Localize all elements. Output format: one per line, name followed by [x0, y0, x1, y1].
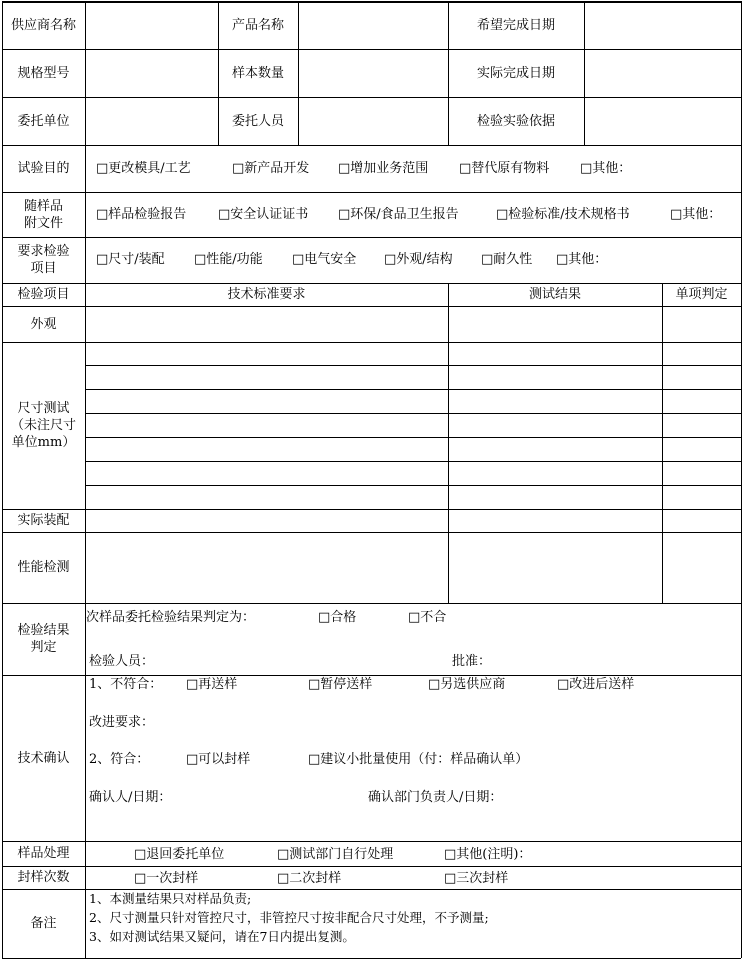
small-batch-checkbox[interactable]: □建议小批量使用（付：样品确认单）: [308, 752, 529, 767]
resend-checkbox[interactable]: □再送样: [186, 677, 238, 692]
dimension-label-line1: 尺寸测试: [17, 401, 70, 416]
seal-thrice-checkbox[interactable]: □三次封样: [444, 871, 509, 886]
product-name-field[interactable]: [298, 1, 448, 49]
grid-line: [448, 283, 449, 603]
approver-label: 批准：: [452, 654, 492, 669]
col-header-judge: 单项判定: [675, 287, 728, 302]
grid-line: [2, 306, 741, 307]
actual-date-field[interactable]: [584, 49, 741, 97]
grid-line: [2, 603, 741, 604]
row-performance-label: 性能检测: [17, 560, 70, 575]
attach-option-other[interactable]: □其他：: [670, 207, 722, 222]
grid-line: [2, 841, 741, 842]
product-name-label: 产品名称: [231, 17, 284, 33]
confirmer-label: 确认人/日期：: [89, 790, 172, 805]
expected-date-field[interactable]: [584, 1, 741, 49]
improve-requirement-label: 改进要求：: [89, 715, 155, 730]
judgement-text: 次样品委托检验结果判定为：: [86, 610, 256, 625]
dept-head-label: 确认部门负责人/日期：: [368, 790, 503, 805]
req-option-durability[interactable]: □耐久性: [481, 252, 533, 267]
req-option-electrical[interactable]: □电气安全: [292, 252, 357, 267]
sample-qty-field[interactable]: [298, 49, 448, 97]
attachments-label: [2, 192, 85, 237]
grid-line: [85, 389, 741, 390]
purpose-option-mold[interactable]: □更改模具/工艺: [96, 161, 191, 176]
seal-twice-checkbox[interactable]: □二次封样: [277, 871, 342, 886]
attachments-label-line1: 随样品: [23, 198, 63, 214]
grid-line: [2, 675, 741, 676]
purpose-option-replace[interactable]: □替代原有物料: [459, 161, 550, 176]
grid-line: [2, 192, 741, 193]
grid-line: [85, 461, 741, 462]
grid-line: [662, 283, 663, 603]
attach-option-standard[interactable]: □检验标准/技术规格书: [496, 207, 630, 222]
purpose-option-expand[interactable]: □增加业务范围: [338, 161, 429, 176]
test-basis-field[interactable]: [584, 97, 741, 145]
grid-line: [2, 958, 741, 959]
judgement-label-line1: 检验结果: [17, 623, 70, 638]
note-line-3: 3、如对测试结果又疑问，请在7日内提出复测。: [89, 929, 355, 944]
judgement-label-line2: 判定: [30, 640, 57, 655]
client-person-label: 委托人员: [231, 113, 284, 129]
client-unit-label: 委托单位: [17, 113, 70, 129]
note-line-2: 2、尺寸测量只针对管控尺寸，非管控尺寸按非配合尺寸处理，不予测量;: [89, 910, 489, 925]
handling-other-checkbox[interactable]: □其他(注明)：: [444, 847, 532, 862]
grid-line: [2, 532, 741, 533]
req-option-dimension[interactable]: □尺寸/装配: [96, 252, 165, 267]
attachments-label-line2: 附文件: [23, 215, 63, 231]
spec-model-field[interactable]: [85, 49, 218, 97]
client-person-field[interactable]: [298, 97, 448, 145]
purpose-label: 试验目的: [17, 161, 70, 176]
sample-handling-label: 样品处理: [17, 846, 70, 861]
tech-confirm-label: 技术确认: [17, 750, 70, 766]
req-option-performance[interactable]: □性能/功能: [194, 252, 263, 267]
purpose-option-new-product[interactable]: □新产品开发: [232, 161, 310, 176]
can-seal-checkbox[interactable]: □可以封样: [186, 752, 251, 767]
handling-return-checkbox[interactable]: □退回委托单位: [134, 847, 225, 862]
grid-line: [85, 413, 741, 414]
seal-once-checkbox[interactable]: □一次封样: [134, 871, 199, 886]
req-option-appearance[interactable]: □外观/结构: [384, 252, 453, 267]
expected-date-label: 希望完成日期: [476, 17, 555, 33]
spec-model-label: 规格型号: [17, 65, 70, 81]
conform-label: 2、符合：: [89, 752, 150, 767]
judgement-label: [2, 603, 85, 675]
row-assembly-label: 实际装配: [17, 513, 70, 528]
grid-line: [2, 145, 741, 146]
notes-label: 备注: [30, 916, 57, 931]
actual-date-label: 实际完成日期: [476, 65, 555, 81]
note-line-1: 1、本测量结果只对样品负责;: [89, 891, 252, 906]
handling-self-checkbox[interactable]: □测试部门自行处理: [277, 847, 394, 862]
pause-checkbox[interactable]: □暂停送样: [308, 677, 373, 692]
test-basis-label: 检验实验依据: [476, 113, 555, 129]
grid-line: [85, 437, 741, 438]
required-items-label: [2, 237, 85, 283]
other-supplier-checkbox[interactable]: □另选供应商: [428, 677, 506, 692]
attach-option-cert[interactable]: □安全认证证书: [218, 207, 309, 222]
supplier-name-label: 供应商名称: [10, 17, 76, 33]
attach-option-env[interactable]: □环保/食品卫生报告: [338, 207, 459, 222]
client-unit-field[interactable]: [85, 97, 218, 145]
seal-count-label: 封样次数: [17, 870, 70, 885]
grid-line: [2, 237, 741, 238]
required-items-label-line2: 项目: [30, 261, 57, 276]
grid-line: [2, 342, 741, 343]
judgement-fail-checkbox[interactable]: □不合: [408, 610, 447, 625]
supplier-name-field[interactable]: [85, 1, 218, 49]
purpose-option-other[interactable]: □其他：: [580, 161, 632, 176]
grid-line: [85, 485, 741, 486]
required-items-label-line1: 要求检验: [17, 244, 70, 259]
row-dimension-label: [2, 342, 85, 509]
nonconform-label: 1、不符合：: [89, 677, 163, 692]
grid-line: [2, 509, 741, 510]
dimension-label-line2: （未注尺寸: [10, 418, 76, 433]
grid-line: [2, 866, 741, 867]
col-header-standard: 技术标准要求: [227, 287, 306, 302]
col-header-item: 检验项目: [17, 287, 70, 302]
judgement-pass-checkbox[interactable]: □合格: [318, 610, 357, 625]
req-option-other[interactable]: □其他：: [556, 252, 608, 267]
inspector-label: 检验人员：: [89, 654, 155, 669]
row-appearance-label: 外观: [30, 316, 57, 332]
grid-line: [85, 365, 741, 366]
attach-option-report[interactable]: □样品检验报告: [96, 207, 187, 222]
sample-qty-label: 样本数量: [231, 65, 284, 81]
after-improve-checkbox[interactable]: □改进后送样: [557, 677, 635, 692]
dimension-label-line3: 单位mm）: [11, 435, 76, 450]
grid-line: [741, 1, 742, 958]
grid-line: [2, 889, 741, 890]
col-header-result: 测试结果: [528, 287, 581, 302]
